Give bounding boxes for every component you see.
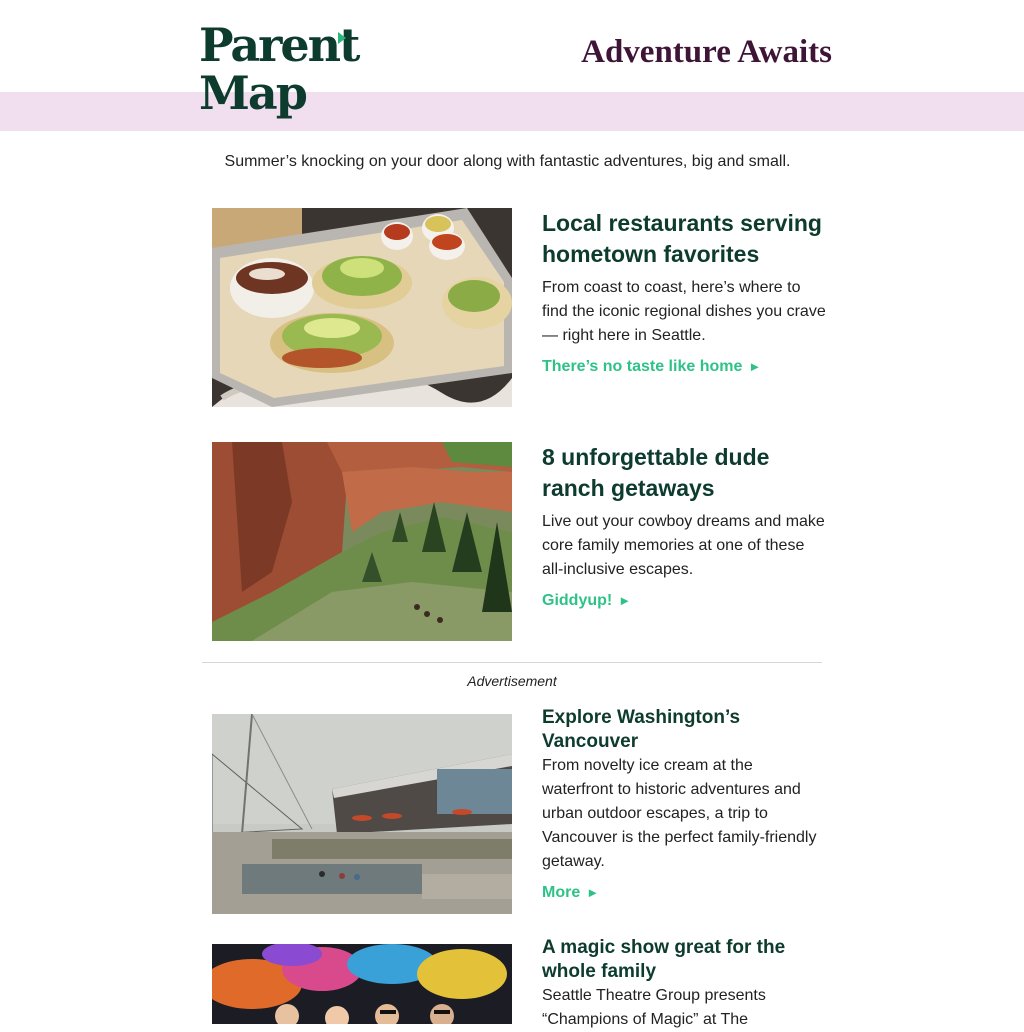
article-text: [542, 208, 827, 376]
play-arrow-icon: ►: [586, 885, 600, 900]
cta-label: More: [542, 884, 581, 901]
article-cta-link[interactable]: [542, 358, 761, 376]
article-title[interactable]: 8 unforgettable dude ranch getaways: [542, 444, 770, 501]
section-divider: [202, 662, 822, 663]
parentmap-logo[interactable]: [199, 18, 359, 120]
article-card: [212, 208, 826, 408]
advertisement-label: Advertisement: [467, 673, 557, 689]
sponsored-cta-link[interactable]: [542, 884, 599, 902]
canyon-horseback-photo[interactable]: [212, 442, 512, 641]
sponsored-body: Seattle Theatre Group presents “Champions of Magic” at The: [542, 987, 766, 1028]
magic-show-photo[interactable]: [212, 944, 512, 1024]
vancouver-waterfront-photo[interactable]: [212, 714, 512, 914]
sponsored-text: [542, 936, 827, 1032]
sponsored-card: [212, 706, 822, 916]
play-arrow-icon: ►: [618, 593, 632, 608]
article-body: Live out your cowboy dreams and make core family memories at one of these all-inclusive escapes.: [542, 513, 825, 578]
tacos-tray-photo[interactable]: [212, 208, 512, 407]
cta-label: Giddyup!: [542, 592, 613, 609]
logo-text-parent: Parent: [199, 18, 359, 72]
sponsored-body: From novelty ice cream at the waterfront to historic adventures and urban outdoor escapes, a trip to Vancouver is the perfect family-friendly getaway.: [542, 757, 817, 870]
intro-text: Summer’s knocking on your door along with fantastic adventures, big and small.: [224, 153, 791, 170]
header-pink-band: [0, 92, 1024, 131]
article-cta-link[interactable]: [542, 592, 631, 610]
sponsored-card: [212, 936, 822, 1028]
logo-play-icon: [338, 32, 346, 44]
logo-text-map: Map: [199, 66, 306, 120]
cta-label: There’s no taste like home: [542, 358, 743, 375]
play-arrow-icon: ►: [748, 359, 762, 374]
article-card: [212, 442, 825, 642]
sponsored-title[interactable]: A magic show great for the whole family: [542, 937, 786, 982]
sponsored-title[interactable]: Explore Washington’s Vancouver: [542, 707, 741, 752]
newsletter-headline: Adventure Awaits: [581, 34, 832, 70]
article-body: From coast to coast, here’s where to find the iconic regional dishes you crave — right here in Seattle.: [542, 279, 826, 344]
article-title[interactable]: Local restaurants serving hometown favorites: [542, 210, 822, 267]
sponsored-text: [542, 706, 827, 902]
article-text: [542, 442, 827, 610]
